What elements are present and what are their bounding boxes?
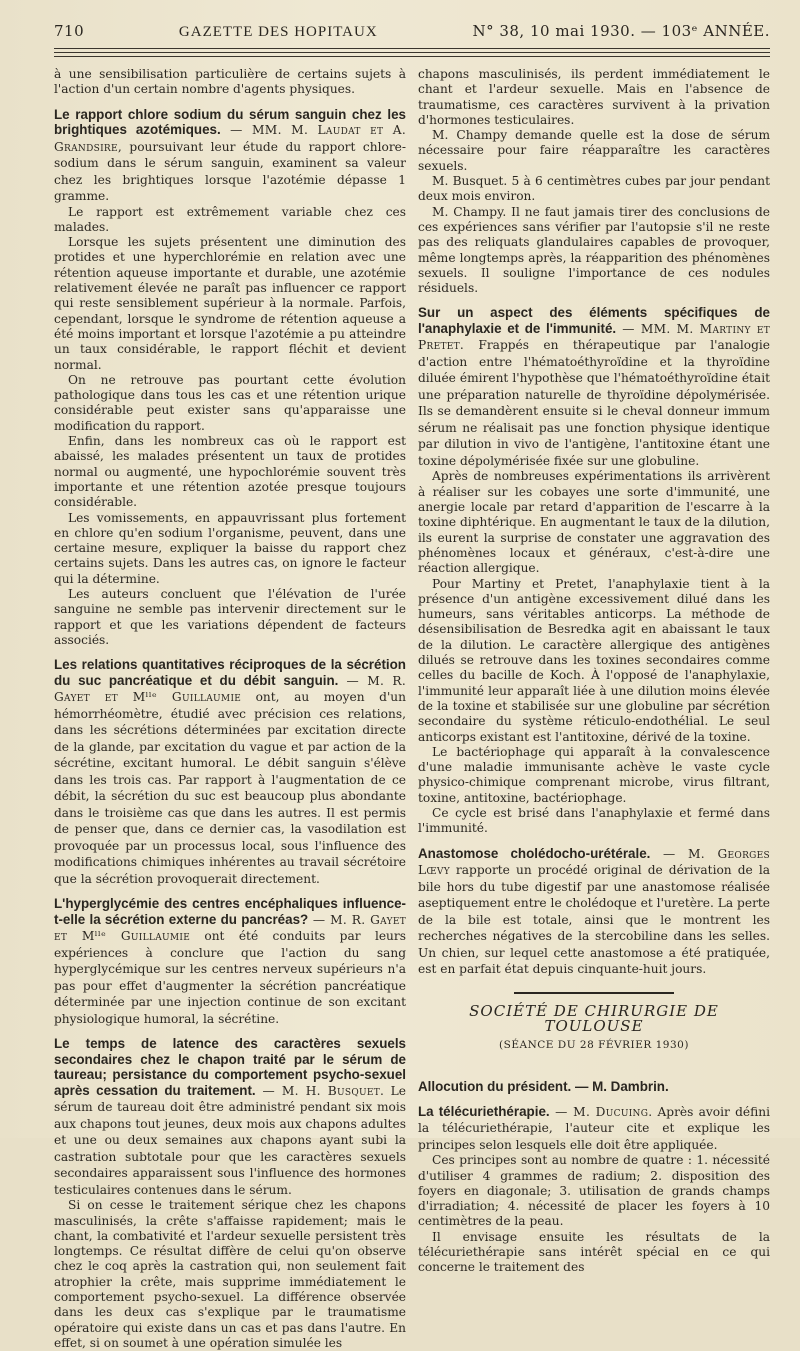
paragraph: Le bactériophage qui apparaît à la convalescence d'une maladie immunisante achève le vaste cycle physico-chimique comprenant microbe, virus filtrant, toxine, antitoxine, bactériophage. bbox=[418, 744, 770, 805]
paragraph: Enfin, dans les nombreux cas où le rapport est abaissé, les malades présentent un taux de protides normal ou augmenté, une hypochlorémie souvent très importante et une rétention azotée presque toujours considérable. bbox=[54, 434, 406, 510]
paragraph: M. Champy demande quelle est la dose de sérum nécessaire pour faire réapparaître les caractères sexuels. bbox=[418, 128, 770, 173]
paragraph: M. Champy. Il ne faut jamais tirer des conclusions de ces expériences sans vérifier par l'autopsie s'il ne reste pas des reliquats glandulaires capables de provoquer, même longtemps après, la réapparition des phénomènes sexuels. Il souligne l'importance de ces nodules résiduels. bbox=[418, 204, 770, 296]
section-heading bbox=[418, 305, 770, 469]
section-authors: — M. Ducuing. bbox=[549, 1104, 653, 1119]
paragraph: rapporte un procédé original de dérivation de la bile hors du tube digestif par une anastomose réalisée aseptiquement entre le cholédoque et l'uretère. La perte de la bile est totale, ainsi que le montrent les recherches négatives de la stercobiline dans les selles. Un chien, sur lequel cette anastomose a été pratiquée, est en parfait état depuis cinquante-huit jours. bbox=[418, 863, 770, 977]
page-header bbox=[54, 22, 770, 44]
section-authors: — MM. M. Laudat et A. Grandsire, bbox=[54, 123, 407, 154]
text-columns bbox=[54, 67, 770, 1351]
section-title: Le temps de latence des caractères sexuels secondaires chez le chapon traité par le sérum de taureau; persistance du comportement psycho-sexuel après cessation du traitement. bbox=[54, 1036, 406, 1098]
header-double-rule bbox=[54, 48, 770, 53]
paragraph: Lorsque les sujets présentent une diminution des protides et une hyperchlorémie en relation avec une rétention aqueuse importante et durable, une azotémie relativement élevée ne paraît pas influencer ce rapport qui reste sensiblement supérieur à la normale. Parfois, cependant, lorsque le syndrome de rétention aqueuse a été moins important et lorsque l'azotémie a pu atteindre un taux considérable, le rapport fléchit et devient normal. bbox=[54, 235, 406, 372]
paragraph: Le sérum de taureau doit être administré pendant six mois aux chapons tout jeunes, deux mois aux chapons adultes et une ou deux semaines aux chapons ayant subi la castration subtotale pour que les caractères sexuels secondaires apparaissent sous l'influence des hormones testiculaires contenues dans le sérum. bbox=[54, 1083, 406, 1197]
paragraph: Ce cycle est brisé dans l'anaphylaxie et fermé dans l'immunité. bbox=[418, 805, 770, 836]
section-divider bbox=[514, 992, 674, 994]
section-heading bbox=[418, 1104, 770, 1154]
paragraph: Pour Martiny et Pretet, l'anaphylaxie tient à la présence d'un antigène excessivement dilué dans les humeurs, sans véritables anticorps. La méthode de désensibilisation de Besredka agit en abaissant le taux de la dilution. Le caractère allergique des antigènes dilués se retrouve dans les toxines secondaires comme celles du bacille de Koch. À l'opposé de l'anaphylaxie, l'immunité leur apparaît liée à une dilution moins élevée de la toxine et stabilisée sur une globuline par sécrétion secondaire du système réticulo-endothélial. Le seul anticorps existant est l'antitoxine, dérivé de la toxine. bbox=[418, 576, 770, 744]
paragraph: poursuivant leur étude du rapport chlore-sodium dans le sérum sanguin, examinent sa valeur chez les brightiques lorsque l'azotémie dépasse 1 gramme. bbox=[54, 139, 406, 204]
section-authors: — M. R. Gayet et Mˡˡᵉ Guillaumie bbox=[54, 673, 406, 705]
allocution-heading: Allocution du président. — M. Dambrin. bbox=[418, 1079, 669, 1095]
paragraph: Frappés en thérapeutique par l'analogie d'action entre l'hématoéthyroïdine et la thyroïdine diluée émirent l'hypothèse que l'hématoéthyroïdine était une préparation naturelle de thyroïdine dépolymérisée. Ils se demandèrent ensuite si le cheval donneur immum sérum ne réalisait pas une fonction physique identique par dilution in vivo de l'antigène, l'antitoxine étant une toxine dépolymérisée fixée sur une globuline. bbox=[418, 338, 770, 468]
section-heading bbox=[418, 846, 770, 978]
society-session: (SÉANCE DU 28 FÉVRIER 1930) bbox=[499, 1039, 689, 1052]
section-title: L'hyperglycémie des centres encéphaliques influence-t-elle la sécrétion externe du pancréas? bbox=[54, 896, 406, 927]
issue-info: N° 38, 10 mai 1930. — 103ᵉ ANNÉE. bbox=[472, 22, 770, 40]
section-title: La télécuriethérapie. bbox=[418, 1103, 550, 1119]
paragraph: Il envisage ensuite les résultats de la télécuriethérapie sans intérêt spécial en ce qui concerne le traitement des bbox=[418, 1229, 770, 1275]
paragraph: chapons masculinisés, ils perdent immédiatement le chant et l'ardeur sexuelle. Mais en l'absence de traumatisme, ces caractères survivent à la privation d'hormones testiculaires. bbox=[418, 67, 770, 127]
section-title: Anastomose cholédocho-urétérale. bbox=[418, 845, 651, 861]
right-column bbox=[418, 67, 770, 1351]
paragraph: M. Busquet. 5 à 6 centimètres cubes par jour pendant deux mois environ. bbox=[418, 174, 770, 204]
paragraph: Le rapport est extrêmement variable chez ces malades. bbox=[54, 204, 406, 234]
header-rule bbox=[54, 56, 770, 57]
section-heading bbox=[54, 107, 406, 205]
section-authors: — M. R. Gayet et Mˡˡᵉ Guillaumie bbox=[54, 912, 406, 944]
paragraph: Les vomissements, en appauvrissant plus fortement en chlore qu'en sodium l'organisme, peuvent, dans une certaine mesure, expliquer la baisse du rapport chez certains sujets. Dans les autres cas, on ignore le facteur qui la détermine. bbox=[54, 510, 406, 586]
paragraph: On ne retrouve pas pourtant cette évolution pathologique dans tous les cas et une rétention urique considérable peut exister sans qu'apparaisse une modification du rapport. bbox=[54, 372, 406, 433]
section-heading bbox=[54, 657, 406, 887]
paragraph: à une sensibilisation particulière de certains sujets à l'action d'un certain nombre d'agents physiques. bbox=[54, 67, 406, 97]
section-authors: — M. H. Busquet. bbox=[255, 1083, 385, 1098]
section-title: Les relations quantitatives réciproques de la sécrétion du suc pancréatique et du débit sanguin. bbox=[54, 657, 406, 688]
section-title: Sur un aspect des éléments spécifiques de l'anaphylaxie et de l'immunité. bbox=[418, 305, 770, 336]
section-authors: — MM. M. Martiny et Pretet. bbox=[418, 321, 771, 353]
paragraph: ont été conduits par leurs expériences à conclure que l'action du sang hyperglycémique sur les centres nerveux supérieurs n'a pas pour effet d'augmenter la sécrétion pancréatique déterminée par une injection continue de son excitant physiologique humoral, la sécrétine. bbox=[54, 929, 406, 1026]
paragraph: ont, au moyen d'un hémorrhéomètre, étudié avec précision ces relations, dans les sécrétions déterminées par excitation directe de la glande, par excitation du vague et par action de la sécrétine, excitant humoral. Le débit sanguin s'élève dans les trois cas. Par rapport à l'augmentation de ce débit, la sécrétion du suc est beaucoup plus abondante dans le troisième cas que dans les autres. Il est permis de penser que, dans ce dernier cas, la vasodilation est provoquée par un processus local, sous l'influence des modifications chimiques inhérentes au travail sécrétoire que la sécrétion provoquerait directement. bbox=[54, 690, 406, 886]
left-column bbox=[54, 67, 406, 1351]
page-number: 710 bbox=[54, 22, 85, 40]
section-heading bbox=[54, 1036, 406, 1198]
section-heading bbox=[54, 896, 406, 1027]
section-title: Le rapport chlore sodium du sérum sanguin chez les brightiques azotémiques. bbox=[54, 106, 406, 138]
paragraph: Ces principes sont au nombre de quatre : 1. nécessité d'utiliser 4 grammes de radium; 2. disposition des foyers en diagonale; 3. utilisation de grands champs d'irradiation; 4. nécessité de placer les foyers à 10 centimètres de la peau. bbox=[418, 1153, 770, 1229]
paragraph: Après avoir défini la télécuriethérapie, l'auteur cite et explique les principes selon lesquels elle doit être appliquée. bbox=[418, 1104, 770, 1152]
paragraph: Si on cesse le traitement sérique chez les chapons masculinisés, la crête s'affaisse rapidement; mais le chant, la combativité et l'ardeur sexuelle persistent très longtemps. Ce résultat diffère de celui qu'on observe chez le coq après la castration qui, non seulement fait atrophier la crête, mais supprime immédiatement le comportement psycho-sexuel. La différence observée dans les deux cas s'explique par le traumatisme opératoire qui existe dans un cas et pas dans l'autre. En effet, si on soumet à une opération simulée les bbox=[54, 1198, 406, 1350]
journal-title: GAZETTE DES HOPITAUX bbox=[178, 24, 378, 40]
section-authors: — M. Georges Lœvy bbox=[418, 846, 770, 878]
paragraph: Après de nombreuses expérimentations ils arrivèrent à réaliser sur les cobayes une sorte d'immunité, une anergie locale par retard d'apparition de l'escarre à la toxine diphtérique. En augmentant le taux de la dilution, ils eurent la surprise de constater une aggravation des phénomènes locaux et généraux, c'est-à-dire une réaction allergique. bbox=[418, 469, 770, 576]
society-title: SOCIÉTÉ DE CHIRURGIE DE TOULOUSE bbox=[469, 1001, 719, 1035]
paragraph: Les auteurs concluent que l'élévation de l'urée sanguine ne semble pas intervenir directement sur le rapport et que les variations dépendent de facteurs associés. bbox=[54, 587, 406, 647]
